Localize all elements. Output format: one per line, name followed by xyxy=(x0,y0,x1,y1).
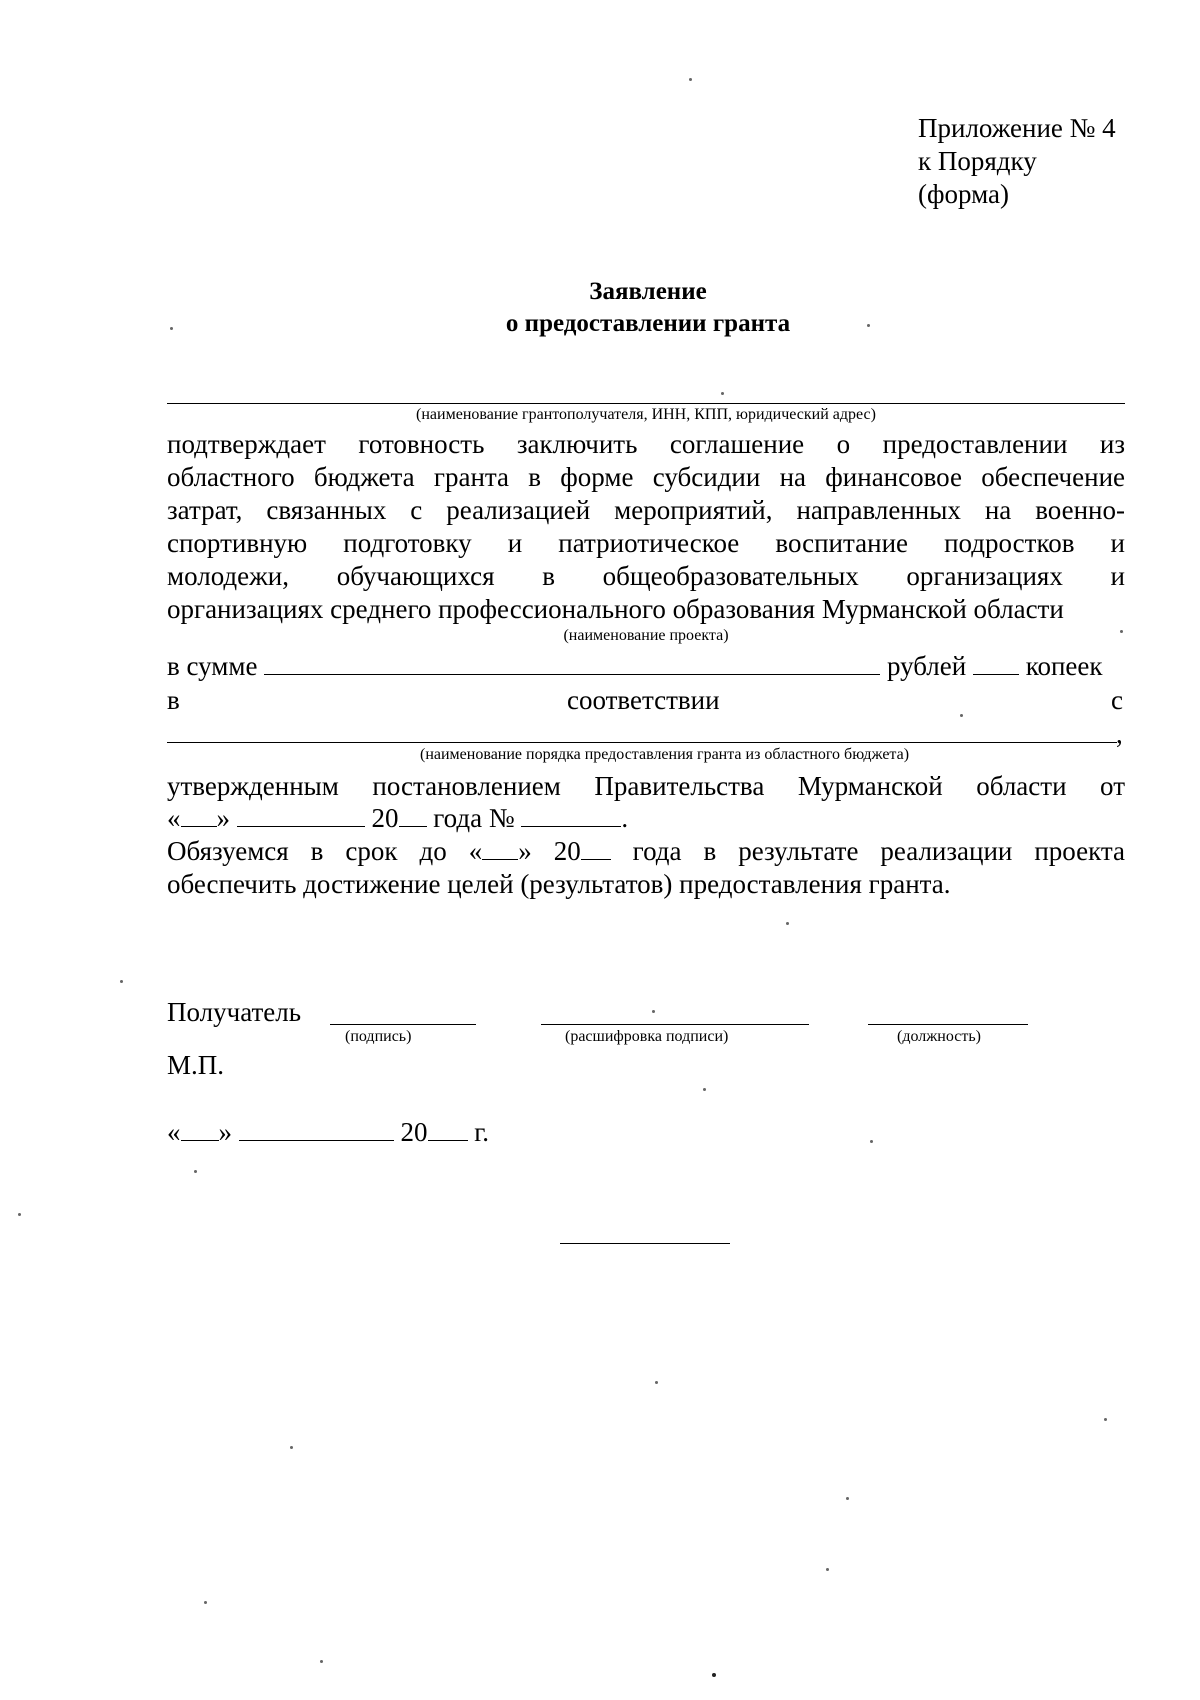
recipient-label: Получатель xyxy=(167,997,302,1027)
grantee-caption: (наименование грантополучателя, ИНН, КПП, юридический адрес) xyxy=(416,406,876,423)
document-title: Заявление xyxy=(589,278,707,305)
body-line-2: областного бюджета гранта в форме субсидии на финансовое обеспечение xyxy=(167,462,1125,492)
stamp-label: М.П. xyxy=(167,1050,225,1080)
commitment-line-2: обеспечить достижение целей (результатов) предоставления гранта. xyxy=(167,869,951,899)
sign-day-fill-line xyxy=(181,1118,219,1141)
grantee-fill-line xyxy=(167,403,1125,404)
number-fill-line xyxy=(521,804,621,827)
year-fill-line xyxy=(399,804,427,827)
sign-year-fill-line xyxy=(428,1118,468,1141)
sign-month-fill-line xyxy=(239,1118,394,1141)
kopecks-fill-line xyxy=(973,652,1019,675)
appendix-block xyxy=(918,112,1116,211)
document-subtitle: о предоставлении гранта xyxy=(505,310,791,337)
day-fill-line xyxy=(181,804,217,827)
procedure-caption: (наименование порядка предоставления гранта из областного бюджета) xyxy=(420,746,910,763)
commit-year-fill-line xyxy=(581,837,611,860)
signature-fill-line xyxy=(330,1024,476,1025)
sum-prefix: в сумме xyxy=(167,651,258,681)
accordance-word-1: в xyxy=(167,685,180,715)
position-caption: (должность) xyxy=(897,1028,981,1045)
body-line-5: молодежи, обучающихся в общеобразовательных организациях и xyxy=(167,561,1125,591)
appendix-reference: к Порядку xyxy=(918,146,1037,176)
sum-line xyxy=(167,650,1125,683)
appendix-number: Приложение № 4 xyxy=(918,113,1116,143)
commit-day-fill-line xyxy=(482,837,518,860)
signature-decoding-caption: (расшифровка подписи) xyxy=(565,1028,729,1045)
body-line-1: подтверждает готовность заключить соглашение о предоставлении из xyxy=(167,429,1125,459)
appendix-form-label: (форма) xyxy=(918,179,1009,209)
sum-fill-line xyxy=(264,652,880,675)
commitment-line-1: Обязуемся в срок до « » 20 года в результате реализации проекта xyxy=(167,836,1125,866)
rubles-label: рублей xyxy=(886,651,967,681)
procedure-fill-line xyxy=(167,742,1117,743)
closing-separator xyxy=(560,1243,730,1244)
body-line-6: организациях среднего профессионального образования Мурманской области xyxy=(167,594,1064,624)
body-line-4: спортивную подготовку и патриотическое воспитание подростков и xyxy=(167,528,1125,558)
signing-date-line: « » 20 г. xyxy=(167,1117,490,1147)
month-fill-line xyxy=(237,804,365,827)
signature-decoding-fill-line xyxy=(541,1024,809,1025)
position-fill-line xyxy=(868,1024,1028,1025)
kopecks-label: копеек xyxy=(1025,651,1103,681)
project-caption: (наименование проекта) xyxy=(563,627,729,644)
approved-line: утвержденным постановлением Правительства Мурманской области от xyxy=(167,771,1125,801)
resolution-date-line: « » 20 года № . xyxy=(167,803,629,833)
signature-caption: (подпись) xyxy=(345,1028,412,1045)
accordance-word-2: соответствии xyxy=(567,685,720,715)
body-line-3: затрат, связанных с реализацией мероприятий, направленных на военно- xyxy=(167,495,1125,525)
procedure-comma: , xyxy=(1116,719,1123,749)
accordance-word-3: с xyxy=(1111,685,1123,715)
